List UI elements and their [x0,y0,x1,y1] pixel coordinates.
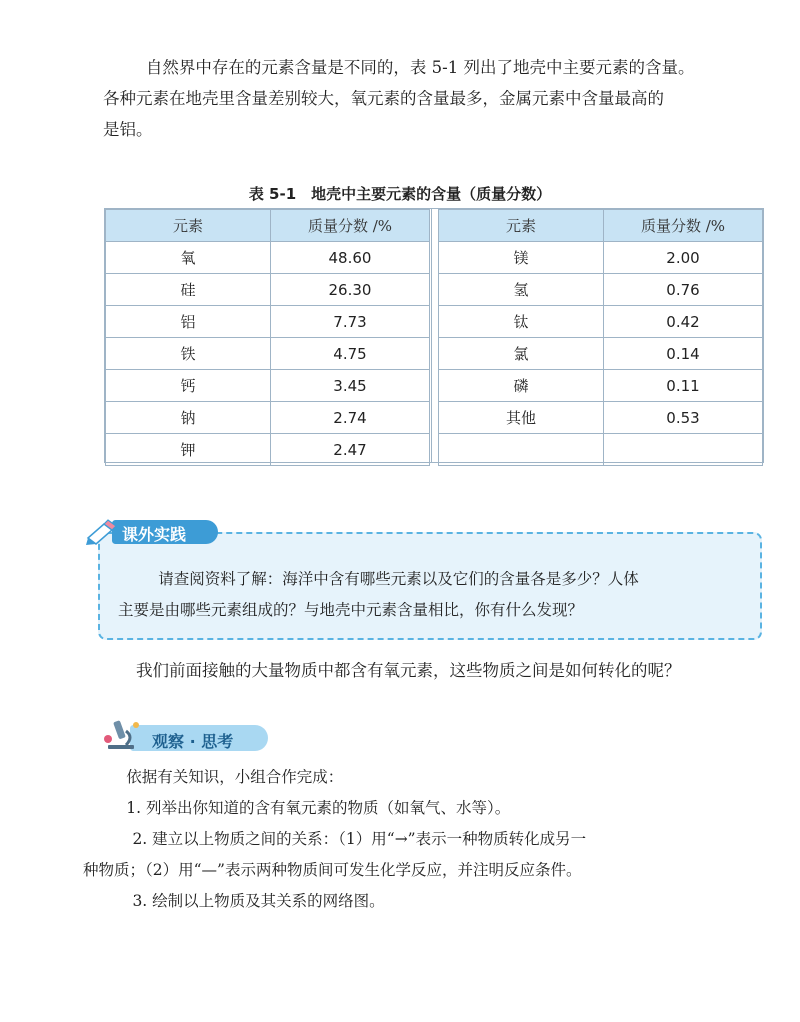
task-item-1: 1. 列举出你知道的含有氧元素的物质（如氧气、水等）。 [126,799,511,817]
value-cell: 0.76 [604,274,763,306]
element-cell: 氢 [439,274,604,306]
observe-header [100,717,270,751]
value-cell: 2.47 [271,434,430,466]
table-row [106,274,430,306]
practice-text [118,564,743,626]
element-cell: 钠 [106,402,271,434]
element-cell: 钛 [439,306,604,338]
element-cell: 铝 [106,306,271,338]
table-row [439,370,763,402]
task-item-2-line-2: 种物质；（2）用“—”表示两种物质间可发生化学反应，并注明反应条件。 [83,861,582,879]
table-row [439,242,763,274]
intro-paragraph [103,52,763,145]
table-caption: 表 5-1 地壳中主要元素的含量（质量分数） [248,185,552,203]
observe-tasks [83,762,763,917]
element-cell: 铁 [106,338,271,370]
observe-title: 观察 · 思考 [152,732,234,751]
value-cell: 2.00 [604,242,763,274]
element-cell: 镁 [439,242,604,274]
table-row [439,402,763,434]
element-cell: 硅 [106,274,271,306]
element-cell: 氯 [439,338,604,370]
table-row [439,338,763,370]
element-content-table [104,208,764,463]
element-cell: 磷 [439,370,604,402]
practice-line-2: 主要是由哪些元素组成的？与地壳中元素含量相比，你有什么发现？ [118,601,584,619]
transition-text: 我们前面接触的大量物质中都含有氧元素，这些物质之间是如何转化的呢？ [136,661,681,680]
table-header-row [106,210,430,242]
task-item-2-line-1: 2. 建立以上物质之间的关系：（1）用“→”表示一种物质转化成另一 [132,830,587,848]
value-cell: 4.75 [271,338,430,370]
table-row [106,434,430,466]
table-row [439,274,763,306]
value-cell: 0.14 [604,338,763,370]
value-cell: 26.30 [271,274,430,306]
table-row [106,338,430,370]
header-mass-fraction: 质量分数 /% [604,210,763,242]
value-cell: 7.73 [271,306,430,338]
practice-header [84,518,222,546]
table-row [106,370,430,402]
microscope-icon [100,717,144,751]
table-right-half [438,209,763,462]
value-cell [604,434,763,466]
header-element: 元素 [439,210,604,242]
practice-title: 课外实践 [122,525,187,544]
value-cell: 3.45 [271,370,430,402]
table-left-half [105,209,430,462]
transition-paragraph [103,655,783,686]
element-cell [439,434,604,466]
element-cell: 其他 [439,402,604,434]
value-cell: 48.60 [271,242,430,274]
value-cell: 0.53 [604,402,763,434]
value-cell: 2.74 [271,402,430,434]
task-item-3: 3. 绘制以上物质及其关系的网络图。 [132,892,385,910]
table-row [106,402,430,434]
element-cell: 钙 [106,370,271,402]
element-cell: 氧 [106,242,271,274]
table-row [439,434,763,466]
value-cell: 0.42 [604,306,763,338]
practice-line-1: 请查阅资料了解：海洋中含有哪些元素以及它们的含量各是多少？人体 [158,570,639,588]
header-mass-fraction: 质量分数 /% [271,210,430,242]
table-row [106,306,430,338]
intro-line-2: 各种元素在地壳里含量差别较大，氧元素的含量最多，金属元素中含量最高的 [103,89,664,108]
element-cell: 钾 [106,434,271,466]
header-element: 元素 [106,210,271,242]
intro-line-3: 是铝。 [103,120,153,139]
value-cell: 0.11 [604,370,763,402]
observe-intro: 依据有关知识，小组合作完成： [126,768,344,786]
table-header-row [439,210,763,242]
table-row [439,306,763,338]
intro-line-1: 自然界中存在的元素含量是不同的，表 5-1 列出了地壳中主要元素的含量。 [145,58,695,77]
table-row [106,242,430,274]
